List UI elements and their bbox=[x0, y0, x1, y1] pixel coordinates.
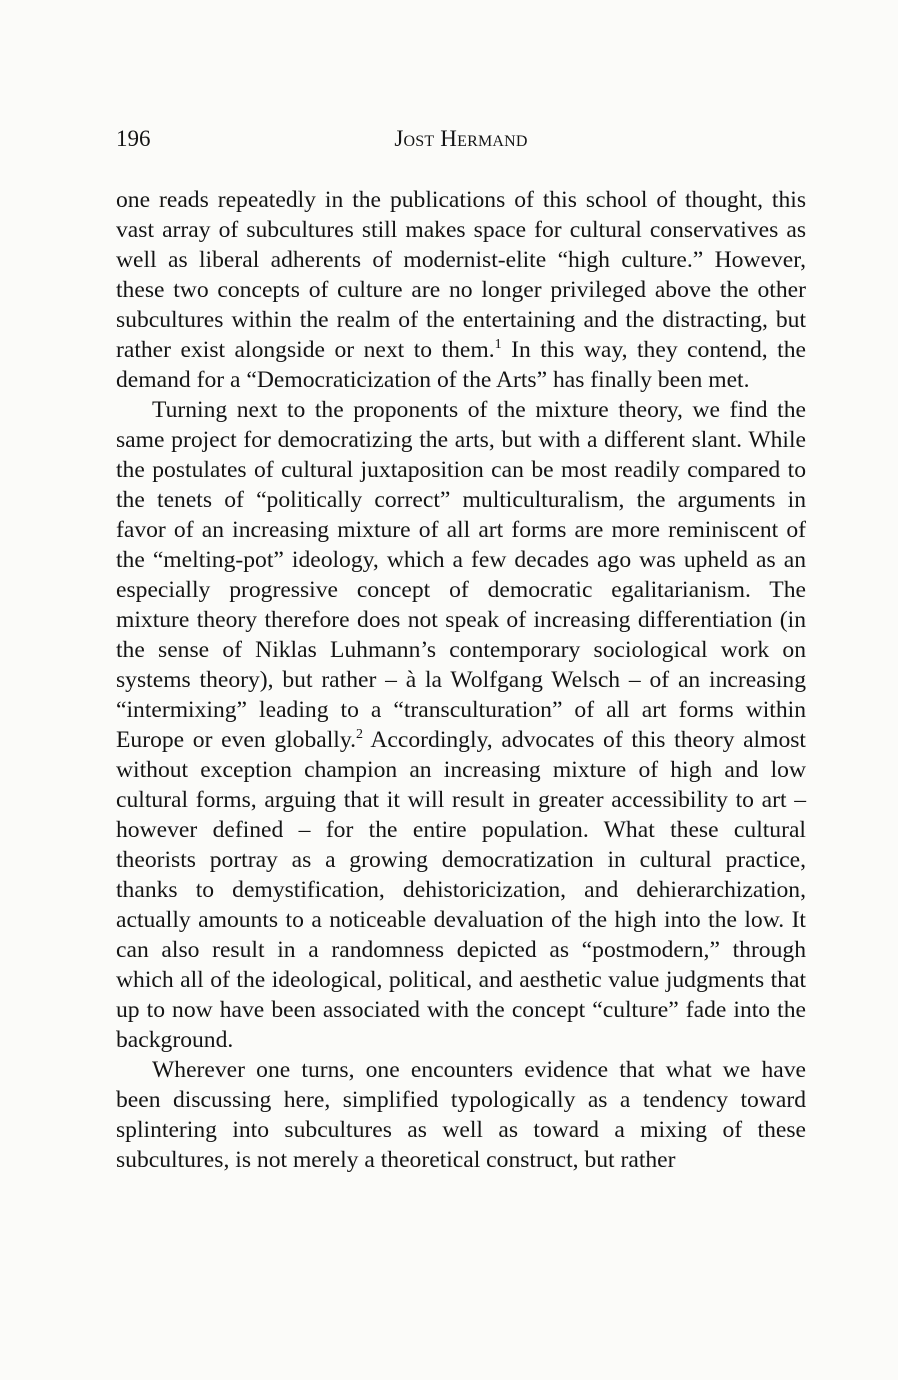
paragraph-text: In this way, they contend, the demand for a “Democraticization of the Arts” has finally been met. bbox=[116, 337, 806, 393]
body-text bbox=[116, 185, 806, 1175]
page-number: 196 bbox=[116, 126, 151, 151]
paragraph-text: Accordingly, advocates of this theory almost without exception champion an increasing mixture of high and low cultural forms, arguing that it will result in greater accessibility to art – however defined – for the entire population. What these cultural theorists portray as a growing democratization in cultural practice, thanks to demystification, dehistoricization, and dehierarchization, actually amounts to a noticeable devaluation of the high into the low. It can also result in a randomness depicted as “postmodern,” through which all of the ideological, political, and aesthetic value judgments that up to now have been associated with the concept “culture” fade into the background. bbox=[116, 727, 806, 1053]
paragraph-text: Wherever one turns, one encounters evidence that what we have been discussing here, simplified typologically as a tendency toward splintering into subcultures as well as toward a mixing of these subcultures, is not merely a theoretical construct, but rather bbox=[116, 1057, 806, 1173]
paragraph-text: Turning next to the proponents of the mixture theory, we find the same project for democratizing the arts, but with a different slant. While the postulates of cultural juxtaposition can be most readily compared to the tenets of “politically correct” multiculturalism, the arguments in favor of an increasing mixture of all art forms are more reminiscent of the “melting-pot” ideology, which a few decades ago was upheld as an especially progressive concept of democratic egalitarianism. The mixture theory therefore does not speak of increasing differentiation (in the sense of Niklas Luhmann’s contemporary sociological work on systems theory), but rather – à la Wolfgang Welsch – of an increasing “intermixing” leading to a “transculturation” of all art forms within Europe or even globally. bbox=[116, 397, 806, 753]
paragraph bbox=[116, 185, 806, 395]
paragraph-text: one reads repeatedly in the publications of this school of thought, this vast array of subcultures still makes space for cultural conservatives as well as liberal adherents of modernist-elite “high culture.” However, these two concepts of culture are no longer privileged above the other subcultures within the realm of the entertaining and the distracting, but rather exist alongside or next to them. bbox=[116, 187, 806, 363]
footnote-marker[interactable]: 1 bbox=[494, 337, 502, 352]
running-title: Jost Hermand bbox=[394, 126, 528, 151]
paragraph bbox=[116, 1055, 806, 1175]
footnote-marker[interactable]: 2 bbox=[356, 727, 364, 742]
running-head bbox=[116, 126, 806, 158]
paragraph bbox=[116, 395, 806, 1055]
